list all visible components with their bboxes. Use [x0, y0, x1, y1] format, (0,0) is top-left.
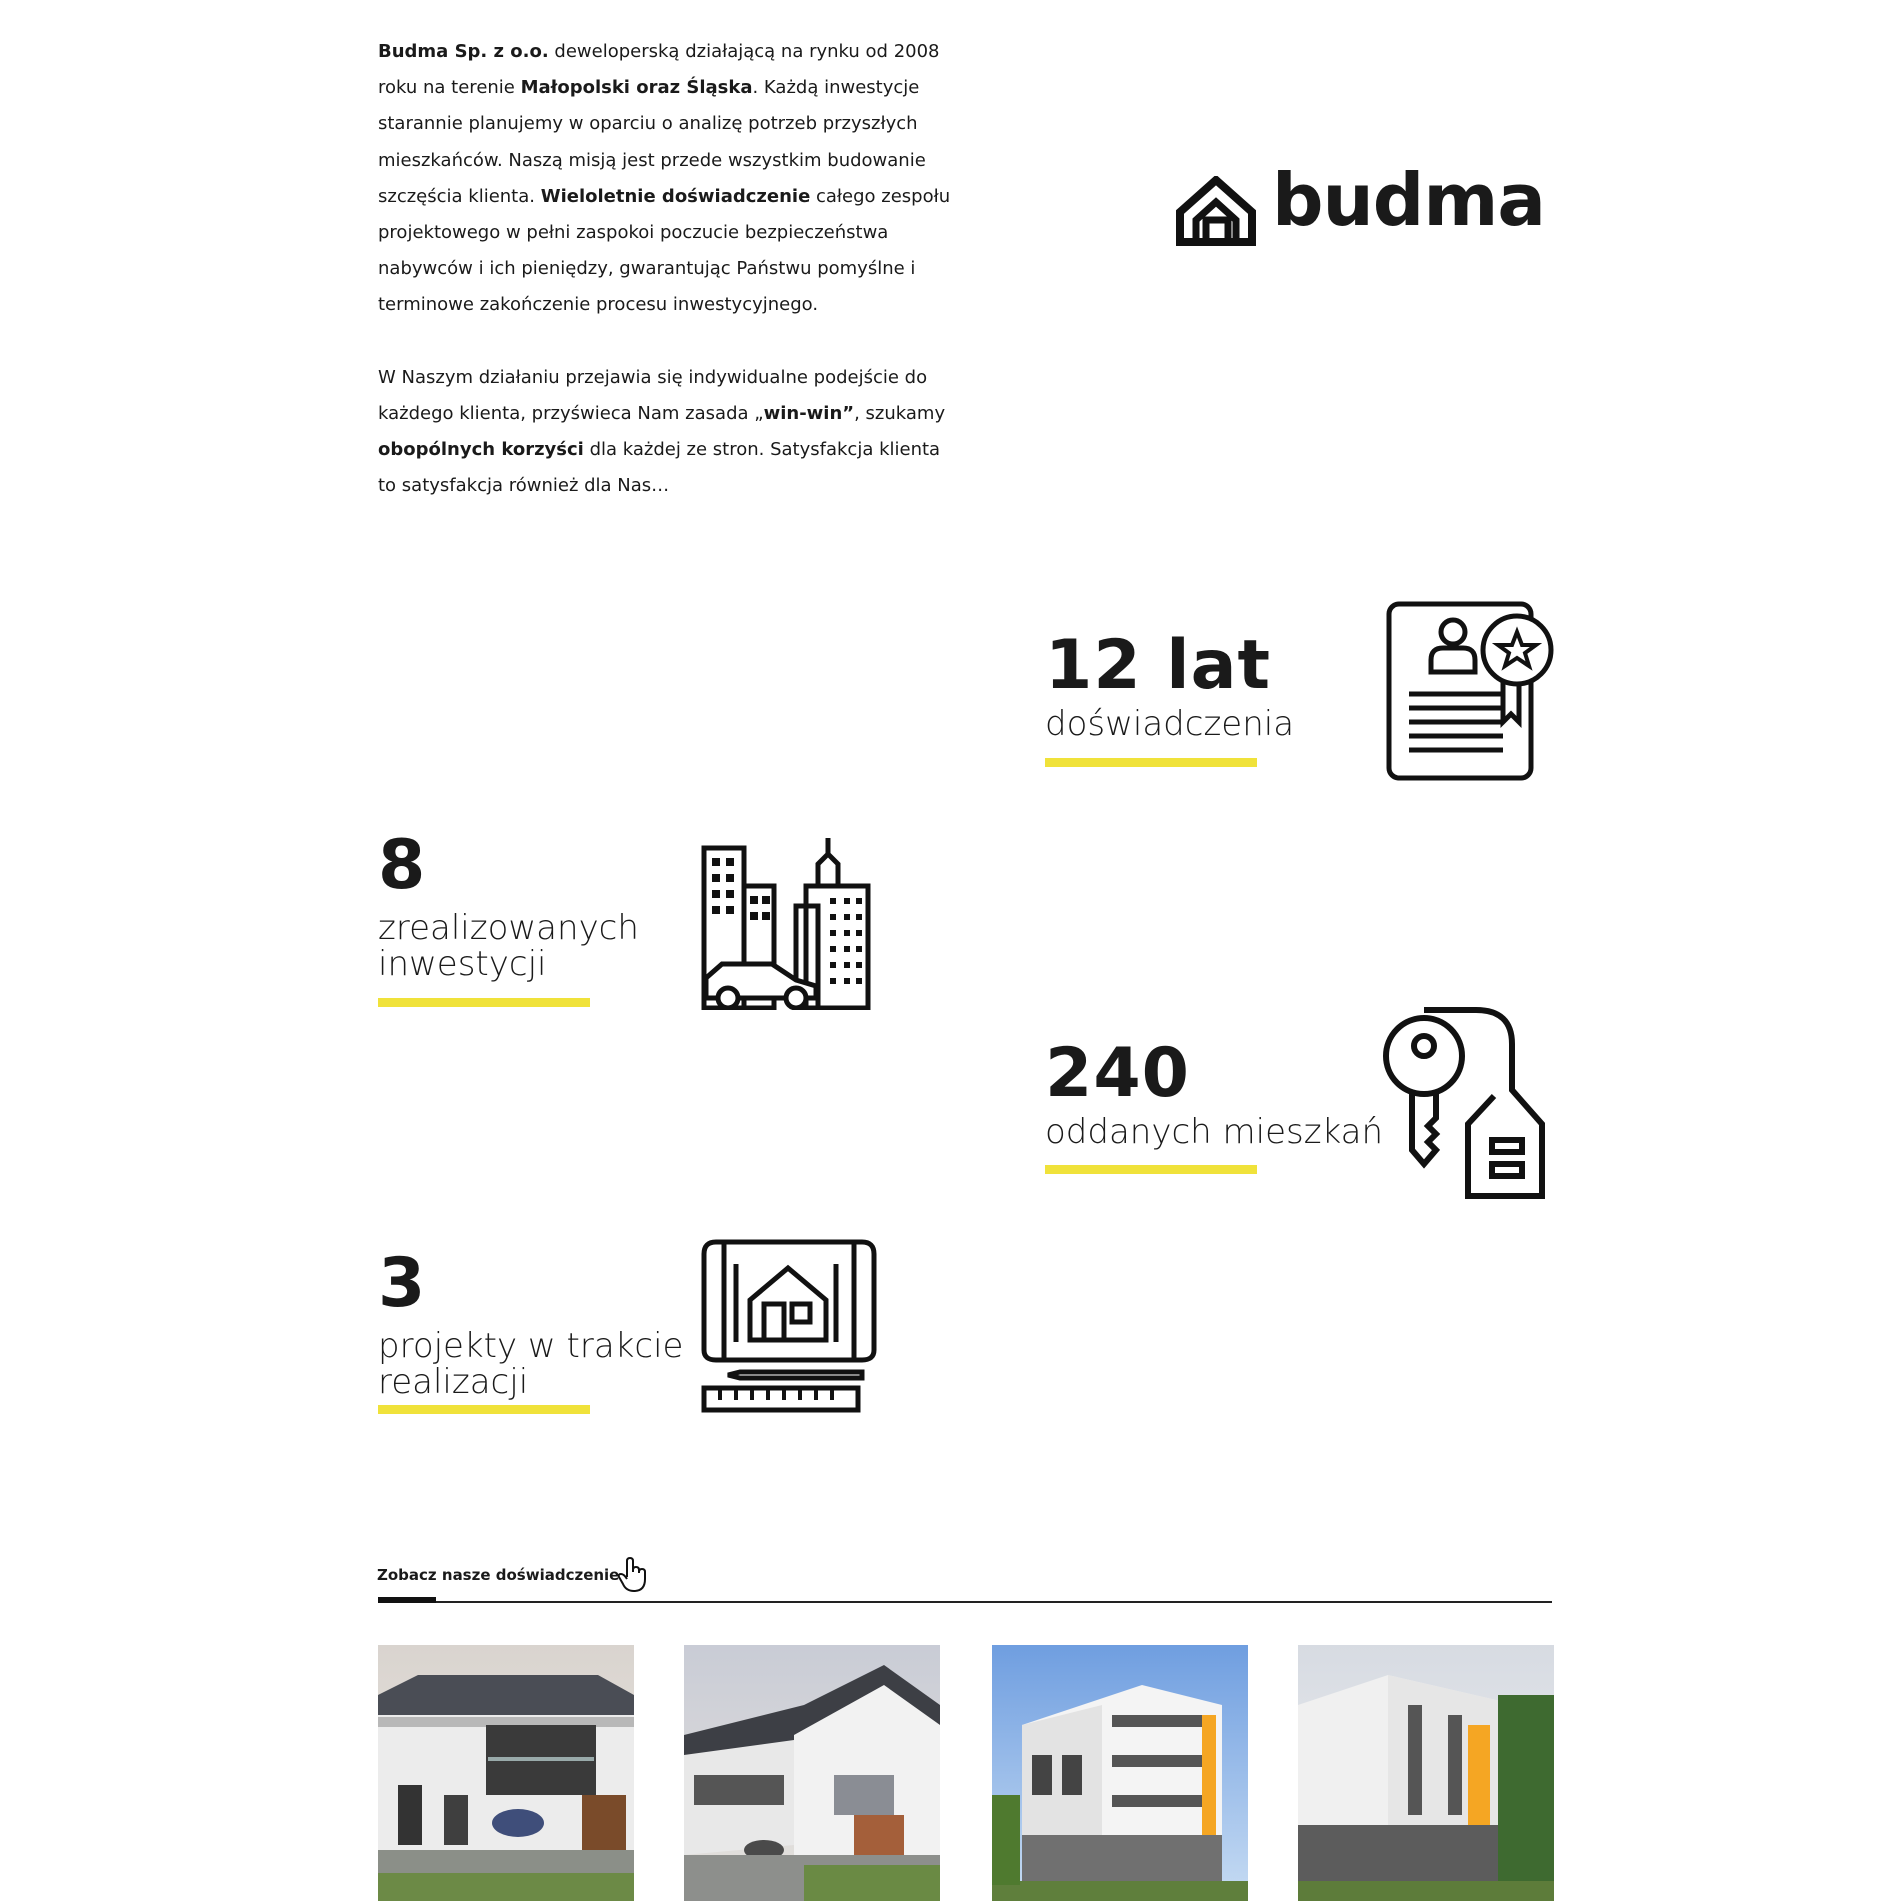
budma-logo	[1176, 158, 1545, 250]
house-logo-icon	[1176, 176, 1258, 246]
text-run: W Naszym działaniu przejawia się indywidualne podejście do każdego klienta, przyświeca Nam zasada „	[378, 366, 928, 424]
stat-years	[1045, 626, 1295, 744]
keys-icon	[1382, 1000, 1554, 1200]
stat-flats	[1045, 1034, 1384, 1152]
text-run: . Każdą inwestycje starannie planujemy w oparciu o analizę potrzeb przyszłych mieszkańców. Naszą misją jest przede wszystkim budowanie szczęścia klienta.	[378, 77, 926, 207]
stat-flats-underline	[1045, 1165, 1257, 1174]
experience-divider-accent	[378, 1597, 436, 1603]
certificate-icon	[1385, 600, 1557, 782]
about-paragraph-1	[378, 34, 958, 324]
stat-years-underline	[1045, 758, 1257, 767]
about-text	[378, 34, 958, 540]
stat-projects-underline	[378, 1405, 590, 1414]
project-thumb-3[interactable]	[992, 1645, 1248, 1901]
text-run: dla każdej ze stron. Satysfakcja klienta to satysfakcja również dla Nas…	[378, 439, 941, 497]
city-buildings-icon	[700, 836, 872, 1010]
logo-text: budma	[1272, 158, 1545, 242]
stat-projects-label-1: projekty w trakcie	[378, 1326, 684, 1366]
stat-projects-label-2: realizacji	[378, 1362, 529, 1402]
text-run: win-win”	[763, 402, 855, 424]
text-run: obopólnych korzyści	[378, 439, 584, 461]
stat-investments	[378, 826, 639, 984]
project-thumb-4[interactable]	[1298, 1645, 1554, 1901]
stat-investments-label-2: inwestycji	[378, 944, 547, 984]
stat-projects	[378, 1244, 684, 1402]
stat-flats-label: oddanych mieszkań	[1045, 1112, 1384, 1152]
stat-years-number: 12 lat	[1045, 626, 1272, 705]
text-run: Budma Sp. z o.o.	[378, 41, 549, 62]
project-thumb-2[interactable]	[684, 1645, 940, 1901]
about-paragraph-2	[378, 360, 958, 505]
text-run: , szukamy	[854, 402, 946, 424]
stat-projects-number: 3	[378, 1244, 427, 1323]
stat-investments-number: 8	[378, 826, 427, 905]
pointer-hand-icon	[617, 1557, 649, 1593]
experience-divider	[378, 1601, 1552, 1603]
experience-title: Zobacz nasze doświadczenie	[377, 1566, 620, 1584]
text-run: całego zespołu projektowego w pełni zaspokoi poczucie bezpieczeństwa nabywców i ich pieniędzy, gwarantując Państwu pomyślne i terminowe zakończenie procesu inwestycyjnego.	[378, 185, 951, 316]
experience-heading[interactable]	[377, 1566, 619, 1584]
project-thumb-1[interactable]	[378, 1645, 634, 1901]
stat-years-label: doświadczenia	[1045, 704, 1295, 744]
text-run: deweloperską działającą na rynku od 2008 roku na terenie	[378, 41, 940, 99]
text-run: Małopolski oraz Śląska	[520, 77, 753, 99]
stat-investments-underline	[378, 998, 590, 1007]
text-run: Wieloletnie doświadczenie	[540, 185, 811, 207]
blueprint-icon	[700, 1238, 878, 1414]
stat-flats-number: 240	[1045, 1034, 1190, 1113]
stat-investments-label-1: zrealizowanych	[378, 908, 639, 948]
